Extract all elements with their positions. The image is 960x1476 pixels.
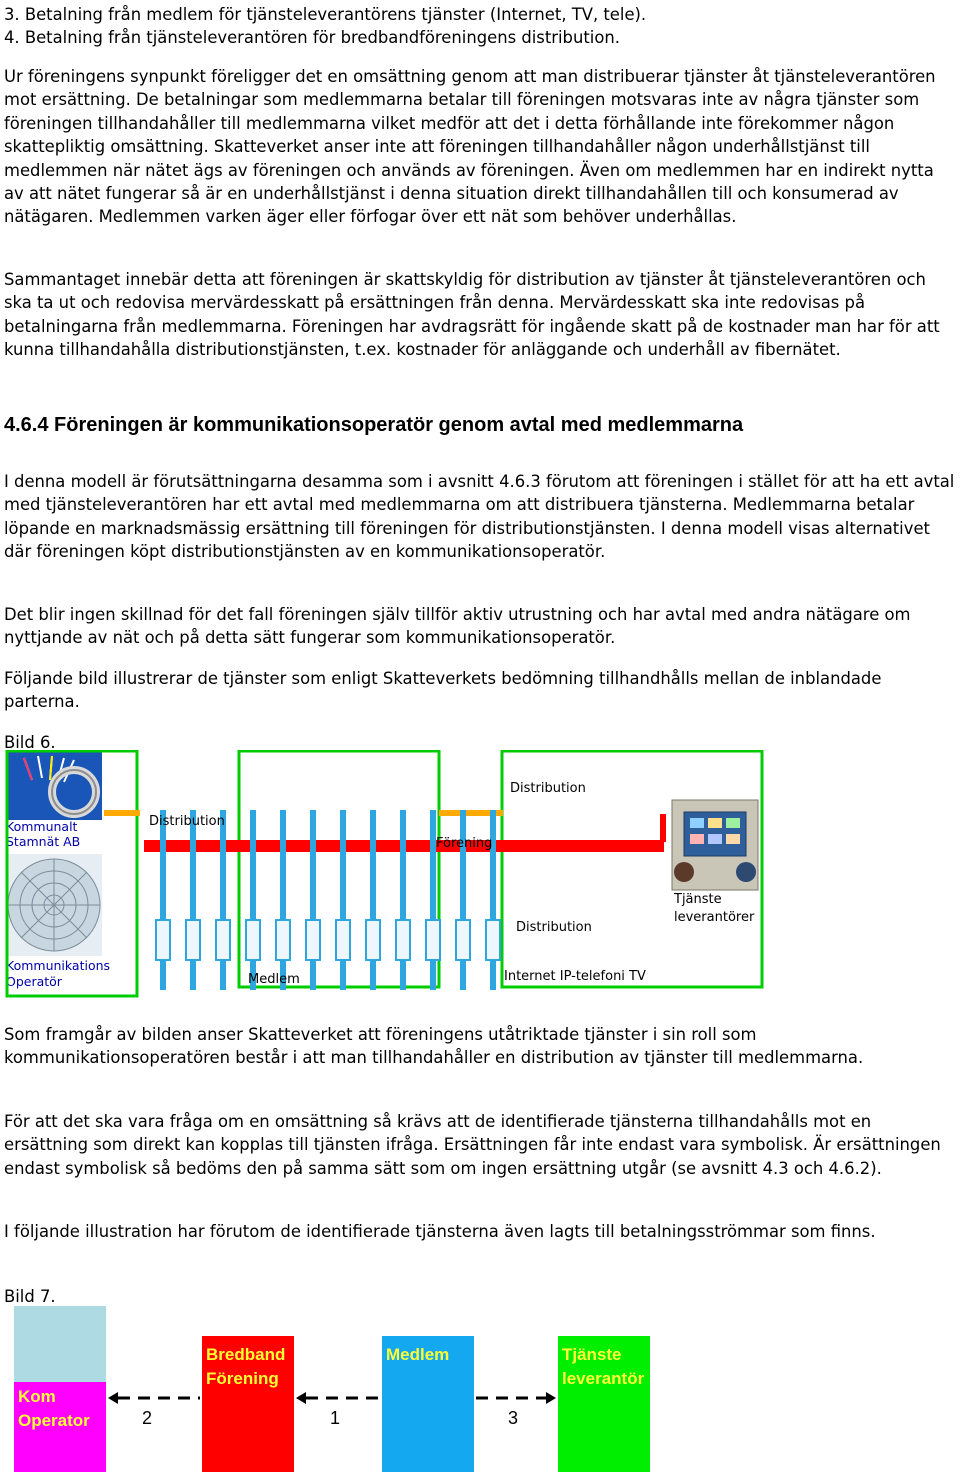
section-heading: 4.6.4 Föreningen är kommunikationsoperatör genom avtal med medlemmarna bbox=[4, 414, 744, 436]
paragraph-5: Följande bild illustrerar de tjänster som enligt Skatteverkets bedömning tillhandhålls mellan de inblandade parterna. bbox=[4, 669, 882, 712]
kommunalt-label: Kommunalt bbox=[6, 819, 78, 834]
arrow-3-label: 3 bbox=[508, 1408, 519, 1428]
leverantorer-label: leverantörer bbox=[674, 910, 755, 925]
tjanste-label: Tjänste bbox=[674, 892, 722, 907]
medlem-label: Medlem bbox=[248, 972, 300, 987]
member-boxes bbox=[156, 920, 500, 960]
forening-label: Förening bbox=[436, 836, 493, 851]
red-pipe-riser bbox=[660, 814, 666, 842]
paragraph-6: Som framgår av bilden anser Skatteverket att föreningens utåtriktade tjänster i sin roll som kommunikationsoperatören består i att man tillhandahåller en distribution av tjänster till medlemmarna. bbox=[4, 1025, 864, 1068]
paragraph-1: Ur föreningens synpunkt föreligger det en omsättning genom att man distribuerar tjänster åt tjänsteleverantören mot ersättning. De betalningar som medlemmarna betalar till föreningen motsvaras inte av några tjänster som föreningen tillhandahåller till medlemmarna vilket medför att det i detta förhållande inte förekommer någon skattepliktig omsättning. Skatteverket anser inte att föreningen tillhandahåller någon underhållstjänst till medlemmen när nätet ägs av föreningen och används av föreningen. Även om medlemmen har en indirekt nytta av att nätet fungerar så är en underhållstjänst i denna situation direkt tillhandahållen till och konsumerad av nätägaren. Medlemmen varken äger eller förfogar över ett nät som behöver underhållas. bbox=[4, 67, 936, 227]
bredband-label: Bredband bbox=[206, 1345, 286, 1364]
distribution-bottom-label: Distribution bbox=[516, 920, 592, 935]
paragraph-7: För att det ska vara fråga om en omsättning så krävs att de identifierade tjänsterna tillhandahålls mot en ersättning som direkt kan kopplas till tjänsten ifråga. Ersättningen får inte endast vara symbolisk. Är ersättningen endast symbolisk så bedöms den på samma sätt som om ingen ersättning utgår (se avsnitt 4.3 och 4.6.2). bbox=[4, 1112, 941, 1178]
paragraph-2: Sammantaget innebär detta att föreningen är skattskyldig för distribution av tjänster åt tjänsteleverantören och ska ta ut och redovisa mervärdesskatt på ersättningen från denna. Mervärdesskatt ska inte redovisas på betalningarna från medlemmarna. Föreningen har avdragsrätt för ingående skatt på de kostnader man har för att kunna tillhandahålla distributionstjänsten, t.ex. kostnader för anläggande och underhåll av fibernätet. bbox=[4, 270, 940, 360]
operator-label: Operator bbox=[18, 1411, 90, 1430]
figure-7-diagram bbox=[4, 1306, 664, 1476]
arrow-1-label: 1 bbox=[330, 1408, 341, 1428]
kom-label: Kom bbox=[18, 1387, 56, 1406]
payment-arrow-3 bbox=[476, 1392, 556, 1404]
list-item-4: 4. Betalning från tjänsteleverantören för bredbandföreningens distribution. bbox=[4, 28, 620, 47]
paragraph-4: Det blir ingen skillnad för det fall föreningen själv tillför aktiv utrustning och har avtal med andra nätägare om nyttjande av nät och på detta sätt fungerar som kommunikationsoperatör. bbox=[4, 605, 911, 648]
provider-illustration bbox=[672, 800, 758, 890]
services-label: Internet IP-telefoni TV bbox=[504, 969, 646, 984]
medlem-label: Medlem bbox=[386, 1345, 450, 1364]
paragraph-8: I följande illustration har förutom de identifierade tjänsterna även lagts till betalningsströmmar som finns. bbox=[4, 1222, 876, 1241]
operator-web-icon bbox=[6, 854, 102, 956]
connector-left bbox=[104, 810, 140, 816]
payment-arrow-1 bbox=[296, 1392, 380, 1404]
distribution-top-label: Distribution bbox=[510, 781, 586, 796]
distribution-left-label: Distribution bbox=[149, 814, 225, 829]
arrow-2-label: 2 bbox=[142, 1408, 153, 1428]
paragraph-3: I denna modell är förutsättningarna desamma som i avsnitt 4.6.3 förutom att föreningen i stället för att ha ett avtal med tjänsteleverantören har ett avtal med medlemmarna om att distribuera tjänsterna. Medlemmarna betalar löpande en marknadsmässig ersättning till föreningen för distributionstjänsten. I denna modell visas alternativet där föreningen köpt distributionstjänsten av en kommunikationsoperatör. bbox=[4, 472, 955, 562]
kommunikations-label: Kommunikations bbox=[6, 958, 111, 973]
kom-operator-box-top bbox=[14, 1306, 106, 1382]
figure-6-diagram bbox=[4, 750, 764, 1000]
list-item-3: 3. Betalning från medlem för tjänsteleverantörens tjänster (Internet, TV, tele). bbox=[4, 5, 647, 24]
tjanste-label: Tjänste bbox=[562, 1345, 622, 1364]
leverantor-label: leverantör bbox=[562, 1369, 645, 1388]
stamnat-label: Stamnät AB bbox=[6, 834, 81, 849]
stamnat-icon bbox=[6, 752, 102, 820]
forening-label: Förening bbox=[206, 1369, 279, 1388]
figure-6-caption: Bild 6. bbox=[4, 733, 56, 752]
payment-arrow-2 bbox=[108, 1392, 200, 1404]
operator-label: Operatör bbox=[6, 974, 62, 989]
figure-7-caption: Bild 7. bbox=[4, 1287, 56, 1306]
